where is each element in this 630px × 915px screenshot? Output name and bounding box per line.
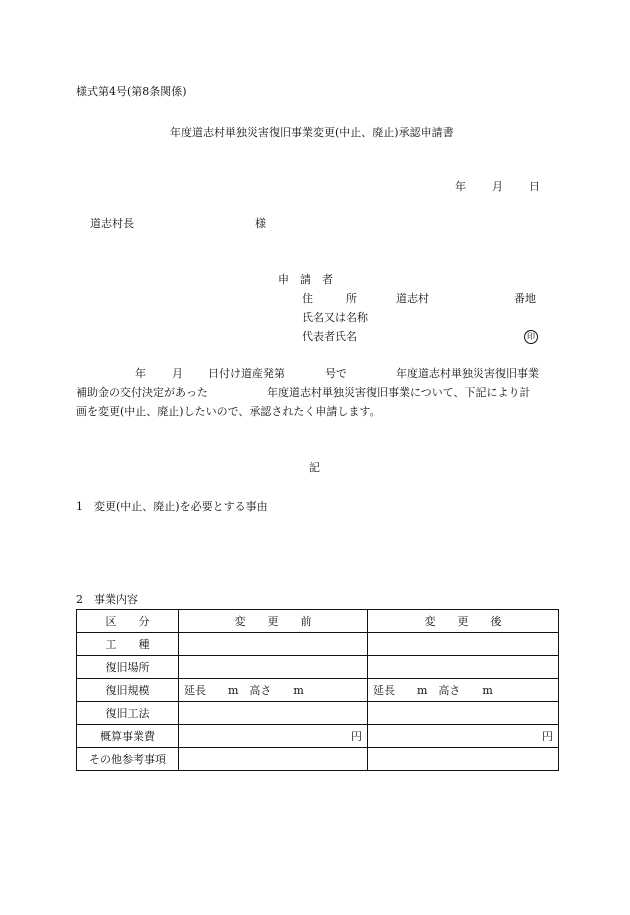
- cell-after: [368, 748, 559, 771]
- row-label: 復旧場所: [77, 656, 179, 679]
- body-l1-year: 年: [135, 367, 146, 380]
- table-header-row: [77, 610, 559, 633]
- header-category: 区 分: [77, 610, 179, 633]
- applicant-name-label: 氏名又は名称: [302, 311, 368, 324]
- cell-before: [179, 633, 368, 656]
- cell-after: [368, 656, 559, 679]
- row-label: 復旧規模: [77, 679, 179, 702]
- body-l1-ref: 日付け道産発第: [208, 367, 285, 380]
- header-before: 変 更 前: [179, 610, 368, 633]
- cell-after: [368, 702, 559, 725]
- table-row: [77, 656, 559, 679]
- cell-before: 円: [179, 725, 368, 748]
- project-table: [76, 609, 559, 771]
- body-l1-project: 年度道志村単独災害復旧事業: [396, 367, 539, 380]
- row-label: 復旧工法: [77, 702, 179, 725]
- cell-before: [179, 656, 368, 679]
- body-l2-b: 年度道志村単独災害復旧事業について、下記により計: [267, 386, 531, 399]
- row-label: その他参考事項: [77, 748, 179, 771]
- body-l1-month: 月: [172, 367, 183, 380]
- date-day: 日: [529, 180, 540, 193]
- section-1-heading: 1 変更(中止、廃止)を必要とする事由: [76, 500, 268, 513]
- applicant-address-value: 道志村: [396, 292, 429, 305]
- table-row: [77, 679, 559, 702]
- date-month: 月: [492, 180, 503, 193]
- body-l1-no: 号で: [325, 367, 347, 380]
- table-row: [77, 633, 559, 656]
- cell-before: [179, 748, 368, 771]
- table-row: [77, 702, 559, 725]
- seal-mark: 印: [524, 330, 538, 344]
- table-row: [77, 725, 559, 748]
- applicant-heading: 申 請 者: [278, 273, 333, 286]
- section-2-heading: 2 事業内容: [76, 593, 138, 606]
- row-label: 工 種: [77, 633, 179, 656]
- applicant-address-suffix: 番地: [514, 292, 536, 305]
- table-row: [77, 748, 559, 771]
- document-title: 年度道志村単独災害復旧事業変更(中止、廃止)承認申請書: [170, 126, 454, 139]
- addressee-name: 道志村長: [90, 217, 134, 230]
- ki-heading: 記: [309, 461, 320, 474]
- cell-before: 延長 m 高さ m: [179, 679, 368, 702]
- cell-after: [368, 633, 559, 656]
- header-after: 変 更 後: [368, 610, 559, 633]
- cell-before: [179, 702, 368, 725]
- cell-after: 延長 m 高さ m: [368, 679, 559, 702]
- addressee-honorific: 様: [255, 217, 266, 230]
- row-label: 概算事業費: [77, 725, 179, 748]
- form-number: 様式第4号(第8条関係): [76, 85, 187, 98]
- applicant-address-label: 住 所: [302, 292, 357, 305]
- cell-after: 円: [368, 725, 559, 748]
- applicant-rep-label: 代表者氏名: [302, 330, 357, 343]
- body-l3: 画を変更(中止、廃止)したいので、承認されたく申請します。: [76, 405, 381, 418]
- date-year: 年: [455, 180, 466, 193]
- body-l2-a: 補助金の交付決定があった: [76, 386, 208, 399]
